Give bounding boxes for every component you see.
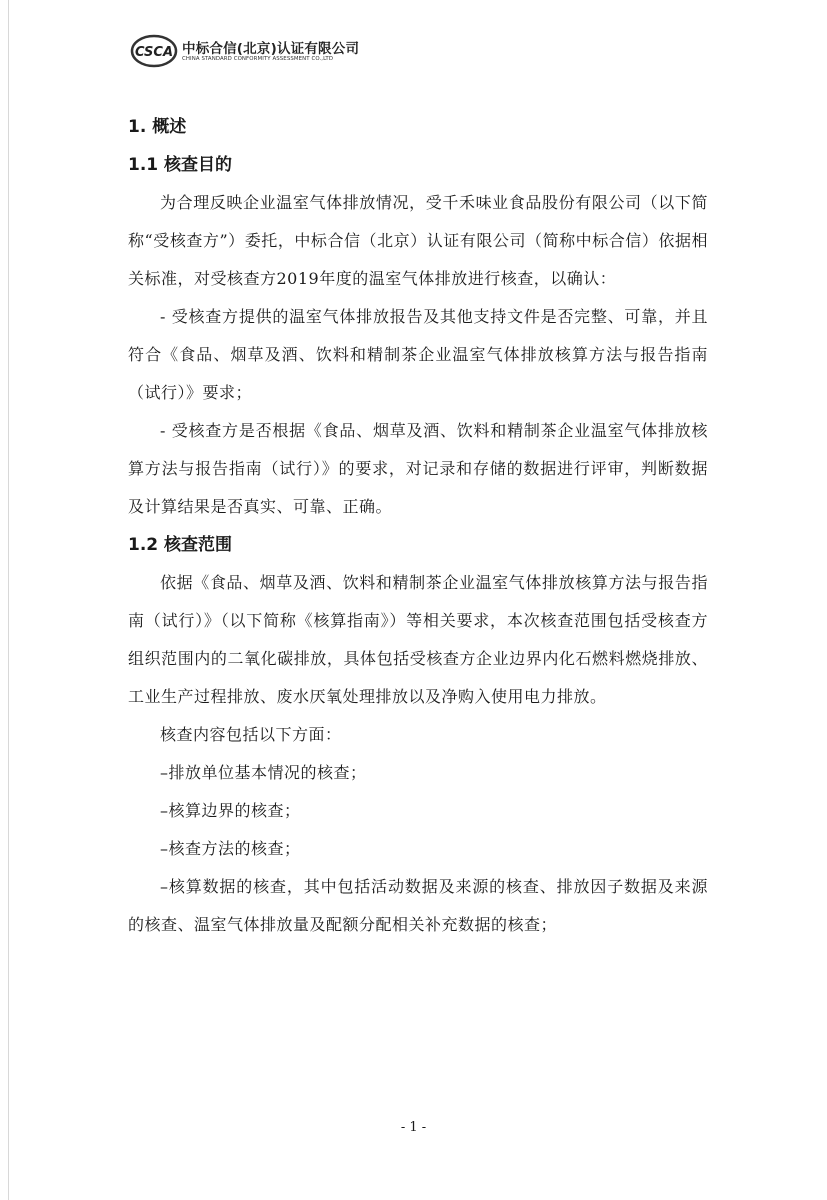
scope-item-1: –排放单位基本情况的核查； (160, 763, 367, 782)
company-name-en: CHINA STANDARD CONFORMITY ASSESSMENT CO.,LTD (182, 56, 334, 62)
page-edge-line (8, 0, 9, 1200)
scope-item-3: –核查方法的核查； (160, 839, 301, 858)
purpose-bullet-2: - 受核查方是否根据《食品、烟草及酒、饮料和精制茶企业温室气体排放核算方法与报告指南（试行）》的要求，对记录和存储的数据进行评审，判断数据及计算结果是否真实、可靠、正确。 (128, 421, 708, 516)
svg-text:CSCA: CSCA (134, 45, 174, 60)
document-body (128, 108, 708, 944)
csca-logo-icon (130, 34, 178, 68)
purpose-bullet-1: - 受核查方提供的温室气体排放报告及其他支持文件是否完整、可靠，并且符合《食品、烟草及酒、饮料和精制茶企业温室气体排放核算方法与报告指南（试行）》要求； (128, 307, 708, 402)
section-1-1-title: 1.1 核查目的 (128, 155, 233, 175)
purpose-paragraph: 为合理反映企业温室气体排放情况，受千禾味业食品股份有限公司（以下简称“受核查方”）委托，中标合信（北京）认证有限公司（简称中标合信）依据相关标准，对受核查方2019年度的温室气体排放进行核查，以确认： (128, 193, 708, 288)
letterhead (130, 34, 390, 74)
scope-content-intro: 核查内容包括以下方面： (160, 725, 342, 744)
page-number: - 1 - (400, 1120, 427, 1135)
scope-item-2: –核算边界的核查； (160, 801, 301, 820)
section-1-2-title: 1.2 核查范围 (128, 535, 233, 555)
section-1-title: 1. 概述 (128, 117, 187, 137)
scope-item-4: –核算数据的核查，其中包括活动数据及来源的核查、排放因子数据及来源的核查、温室气体排放量及配额分配相关补充数据的核查； (128, 877, 708, 934)
scope-paragraph: 依据《食品、烟草及酒、饮料和精制茶企业温室气体排放核算方法与报告指南（试行）》（以下简称《核算指南》）等相关要求，本次核查范围包括受核查方组织范围内的二氧化碳排放，具体包括受核查方企业边界内化石燃料燃烧排放、工业生产过程排放、废水厌氧处理排放以及净购入使用电力排放。 (128, 573, 708, 706)
company-name-cn: 中标合信(北京)认证有限公司 (182, 41, 360, 57)
